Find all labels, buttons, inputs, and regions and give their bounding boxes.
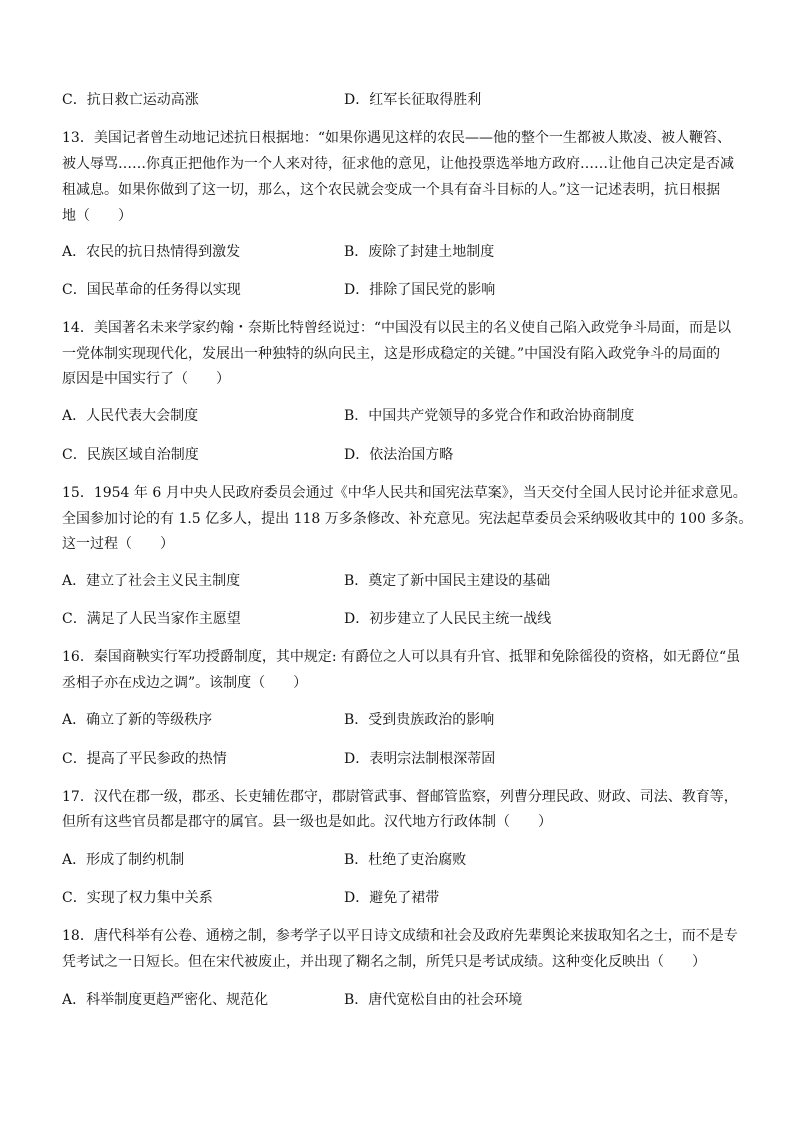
q13-stem-line-2: 被人辱骂……你真正把他作为一个人来对待，征求他的意见，让他投票选举地方政府……让他自己决定是否减 xyxy=(62,156,734,172)
q16-option-a[interactable]: A．确立了新的等级秩序 xyxy=(62,712,213,728)
q17-stem-line-1: 17．汉代在郡一级，郡丞、长吏辅佐郡守，郡尉管武事、督邮管监察，列曹分理民政、财政、司法、教育等， xyxy=(62,789,738,805)
q12-options-row-cd xyxy=(0,89,794,111)
q17-option-d[interactable]: D．避免了裙带 xyxy=(344,890,440,906)
q18-option-a[interactable]: A．科举制度更趋严密化、规范化 xyxy=(62,992,269,1008)
q14-stem-line-2: 一党体制实现现代化，发展出一种独特的纵向民主，这是形成稳定的关键。”中国没有陷入政党争斗的局面的 xyxy=(62,346,721,362)
q13-option-b[interactable]: B．废除了封建土地制度 xyxy=(344,244,495,260)
q13-option-c[interactable]: C．国民革命的任务得以实现 xyxy=(62,282,241,298)
q13-option-a[interactable]: A．农民的抗日热情得到激发 xyxy=(62,244,241,260)
q17-options-row-cd xyxy=(0,887,794,909)
q14-options-row-cd xyxy=(0,444,794,466)
q16-options-row-ab xyxy=(0,709,794,731)
q14-option-c[interactable]: C．民族区域自治制度 xyxy=(62,447,199,463)
q14-stem-line-1: 14．美国著名未来学家约翰・奈斯比特曾经说过：“中国没有以民主的名义使自己陷入政党争斗局面，而是以 xyxy=(62,320,731,336)
q16-option-d[interactable]: D．表明宗法制根深蒂固 xyxy=(344,751,496,767)
q18-stem-line-2: 凭考试之一日短长。但在宋代被废止，并出现了糊名之制，所凭只是考试成绩。这种变化反映出（ ） xyxy=(62,954,706,970)
q16-stem-line-1: 16．秦国商鞅实行军功授爵制度，其中规定: 有爵位之人可以具有升官、抵罪和免除徭役的资格，如无爵位“虽 xyxy=(62,649,741,665)
q13-stem-line-1: 13．美国记者曾生动地记述抗日根据地：“如果你遇见这样的农民——他的整个一生都被人欺凌、被人鞭笞、 xyxy=(62,130,731,146)
q15-option-d[interactable]: D．初步建立了人民民主统一战线 xyxy=(344,611,552,627)
q17-stem-line-2: 但所有这些官员都是郡守的属官。县一级也是如此。汉代地方行政体制（ ） xyxy=(62,814,552,830)
q15-option-a[interactable]: A．建立了社会主义民主制度 xyxy=(62,573,241,589)
q13-options-row-cd xyxy=(0,279,794,301)
q16-option-c[interactable]: C．提高了平民参政的热情 xyxy=(62,751,227,767)
q17-option-b[interactable]: B．杜绝了吏治腐败 xyxy=(344,852,467,868)
q13-stem-line-3: 租减息。如果你做到了这一切，那么，这个农民就会变成一个具有奋斗目标的人。”这一记述表明，抗日根据 xyxy=(62,182,721,198)
q12-option-d[interactable]: D．红军长征取得胜利 xyxy=(344,92,482,108)
q18-stem-line-1: 18．唐代科举有公卷、通榜之制，参考学子以平日诗文成绩和社会及政府先辈舆论来拔取知名之士，而不是专 xyxy=(62,928,738,944)
q14-options-row-ab xyxy=(0,405,794,427)
q12-option-c[interactable]: C．抗日救亡运动高涨 xyxy=(62,92,199,108)
q13-option-d[interactable]: D．排除了国民党的影响 xyxy=(344,282,496,298)
q18-options-row-ab xyxy=(0,989,794,1011)
q14-option-d[interactable]: D．依法治国方略 xyxy=(344,447,454,463)
q15-options-row-ab xyxy=(0,570,794,592)
q15-stem-line-1: 15．1954 年 6 月中央人民政府委员会通过《中华人民共和国宪法草案》，当天交付全国人民讨论并征求意见。 xyxy=(62,485,747,501)
q17-options-row-ab xyxy=(0,849,794,871)
q14-stem-line-3: 原因是中国实行了（ ） xyxy=(62,371,230,387)
q14-option-b[interactable]: B．中国共产党领导的多党合作和政治协商制度 xyxy=(344,408,635,424)
q18-option-b[interactable]: B．唐代宽松自由的社会环境 xyxy=(344,992,523,1008)
q15-option-b[interactable]: B．奠定了新中国民主建设的基础 xyxy=(344,573,551,589)
q16-option-b[interactable]: B．受到贵族政治的影响 xyxy=(344,712,495,728)
q17-option-c[interactable]: C．实现了权力集中关系 xyxy=(62,890,213,906)
q15-option-c[interactable]: C．满足了人民当家作主愿望 xyxy=(62,611,241,627)
q13-stem-line-4: 地（ ） xyxy=(62,208,132,224)
q15-stem-line-2: 全国参加讨论的有 1.5 亿多人，提出 118 万多条修改、补充意见。宪法起草委员会采纳吸收其中的 100 多条。 xyxy=(62,511,753,527)
q15-stem-line-3: 这一过程（ ） xyxy=(62,536,174,552)
q16-options-row-cd xyxy=(0,748,794,770)
q13-options-row-ab xyxy=(0,241,794,263)
q14-option-a[interactable]: A．人民代表大会制度 xyxy=(62,408,199,424)
q17-option-a[interactable]: A．形成了制约机制 xyxy=(62,852,185,868)
q16-stem-line-2: 丞相子亦在戍边之调”。该制度（ ） xyxy=(62,675,308,691)
q15-options-row-cd xyxy=(0,608,794,630)
